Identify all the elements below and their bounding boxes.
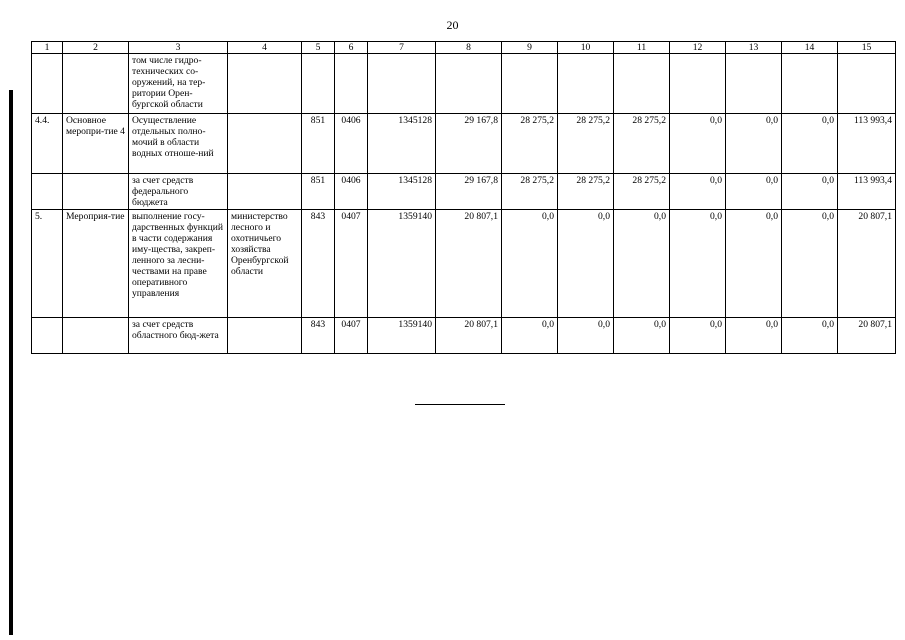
table-cell-col-3: за счет средств федерального бюджета (129, 174, 228, 210)
table-cell-col-6: 0407 (335, 210, 368, 318)
table-cell-col-5: 851 (302, 114, 335, 174)
table-cell-col-5 (302, 54, 335, 114)
table-row (32, 210, 896, 318)
table-cell-col-10: 0,0 (558, 210, 614, 318)
column-header-8: 8 (436, 42, 502, 54)
table-cell-col-8: 20 807,1 (436, 210, 502, 318)
table-cell-col-8: 20 807,1 (436, 318, 502, 354)
column-header-1: 1 (32, 42, 63, 54)
table-cell-col-4 (228, 114, 302, 174)
table-cell-col-2 (63, 174, 129, 210)
table-cell-col-7: 1359140 (368, 318, 436, 354)
table-cell-col-14: 0,0 (782, 114, 838, 174)
table-cell-col-1: 4.4. (32, 114, 63, 174)
table-cell-col-7: 1345128 (368, 114, 436, 174)
table-cell-col-1 (32, 54, 63, 114)
table-cell-col-4 (228, 174, 302, 210)
table-cell-col-12: 0,0 (670, 174, 726, 210)
table-cell-col-6 (335, 54, 368, 114)
table-cell-col-15: 113 993,4 (838, 174, 896, 210)
table-cell-col-9: 0,0 (502, 210, 558, 318)
column-header-10: 10 (558, 42, 614, 54)
table-cell-col-15: 113 993,4 (838, 114, 896, 174)
table-cell-col-10: 28 275,2 (558, 114, 614, 174)
table-cell-col-12: 0,0 (670, 210, 726, 318)
table-cell-col-4 (228, 54, 302, 114)
table-row (32, 54, 896, 114)
table-cell-col-11 (614, 54, 670, 114)
table-cell-col-10 (558, 54, 614, 114)
table-cell-col-7: 1359140 (368, 210, 436, 318)
budget-table (31, 41, 896, 354)
column-header-11: 11 (614, 42, 670, 54)
table-cell-col-2 (63, 318, 129, 354)
table-cell-col-11: 28 275,2 (614, 114, 670, 174)
table-cell-col-1 (32, 318, 63, 354)
table-cell-col-5: 843 (302, 318, 335, 354)
table-cell-col-13: 0,0 (726, 114, 782, 174)
table-cell-col-15: 20 807,1 (838, 318, 896, 354)
table-cell-col-8 (436, 54, 502, 114)
table-cell-col-11: 0,0 (614, 318, 670, 354)
table-cell-col-3: выполнение госу-дарственных функций в части содержания иму-щества, закреп-ленного за лесни-чествами на праве оперативного управления (129, 210, 228, 318)
table-cell-col-14 (782, 54, 838, 114)
table-row (32, 174, 896, 210)
table-cell-col-7 (368, 54, 436, 114)
table-cell-col-8: 29 167,8 (436, 174, 502, 210)
column-header-12: 12 (670, 42, 726, 54)
table-cell-col-15 (838, 54, 896, 114)
column-header-3: 3 (129, 42, 228, 54)
table-cell-col-13: 0,0 (726, 174, 782, 210)
table-cell-col-14: 0,0 (782, 174, 838, 210)
table-cell-col-9: 28 275,2 (502, 114, 558, 174)
column-header-15: 15 (838, 42, 896, 54)
table-cell-col-1: 5. (32, 210, 63, 318)
column-header-2: 2 (63, 42, 129, 54)
table-cell-col-10: 0,0 (558, 318, 614, 354)
table-cell-col-4: министерство лесного и охотничьего хозяйства Оренбургской области (228, 210, 302, 318)
page-number: 20 (446, 18, 459, 32)
table-cell-col-14: 0,0 (782, 318, 838, 354)
table-cell-col-2: Основное меропри-тие 4 (63, 114, 129, 174)
table-cell-col-3: Осуществление отдельных полно-мочий в области водных отноше-ний (129, 114, 228, 174)
table-cell-col-15: 20 807,1 (838, 210, 896, 318)
table-cell-col-7: 1345128 (368, 174, 436, 210)
table-row (32, 114, 896, 174)
table-cell-col-13: 0,0 (726, 210, 782, 318)
column-header-5: 5 (302, 42, 335, 54)
table-cell-col-13: 0,0 (726, 318, 782, 354)
column-header-13: 13 (726, 42, 782, 54)
column-header-14: 14 (782, 42, 838, 54)
table-row (32, 318, 896, 354)
table-cell-col-12 (670, 54, 726, 114)
table-cell-col-9: 28 275,2 (502, 174, 558, 210)
footer-rule (415, 404, 505, 405)
table-cell-col-6: 0407 (335, 318, 368, 354)
table-cell-col-2: Мероприя-тие (63, 210, 129, 318)
table-cell-col-3: том числе гидро-технических со-оружений, на тер-ритории Орен-бургской области (129, 54, 228, 114)
table-cell-col-10: 28 275,2 (558, 174, 614, 210)
table-cell-col-13 (726, 54, 782, 114)
column-header-6: 6 (335, 42, 368, 54)
scan-edge-bar (9, 90, 13, 635)
table-cell-col-12: 0,0 (670, 114, 726, 174)
column-header-4: 4 (228, 42, 302, 54)
table-cell-col-5: 851 (302, 174, 335, 210)
table-cell-col-12: 0,0 (670, 318, 726, 354)
column-header-7: 7 (368, 42, 436, 54)
table-cell-col-2 (63, 54, 129, 114)
table-cell-col-5: 843 (302, 210, 335, 318)
table-cell-col-8: 29 167,8 (436, 114, 502, 174)
table-cell-col-11: 28 275,2 (614, 174, 670, 210)
table-cell-col-14: 0,0 (782, 210, 838, 318)
column-header-9: 9 (502, 42, 558, 54)
table-cell-col-9 (502, 54, 558, 114)
table-cell-col-11: 0,0 (614, 210, 670, 318)
table-cell-col-3: за счет средств областного бюд-жета (129, 318, 228, 354)
table-cell-col-4 (228, 318, 302, 354)
table-cell-col-6: 0406 (335, 114, 368, 174)
table-cell-col-9: 0,0 (502, 318, 558, 354)
header-row (32, 42, 896, 54)
table-cell-col-6: 0406 (335, 174, 368, 210)
table-cell-col-1 (32, 174, 63, 210)
